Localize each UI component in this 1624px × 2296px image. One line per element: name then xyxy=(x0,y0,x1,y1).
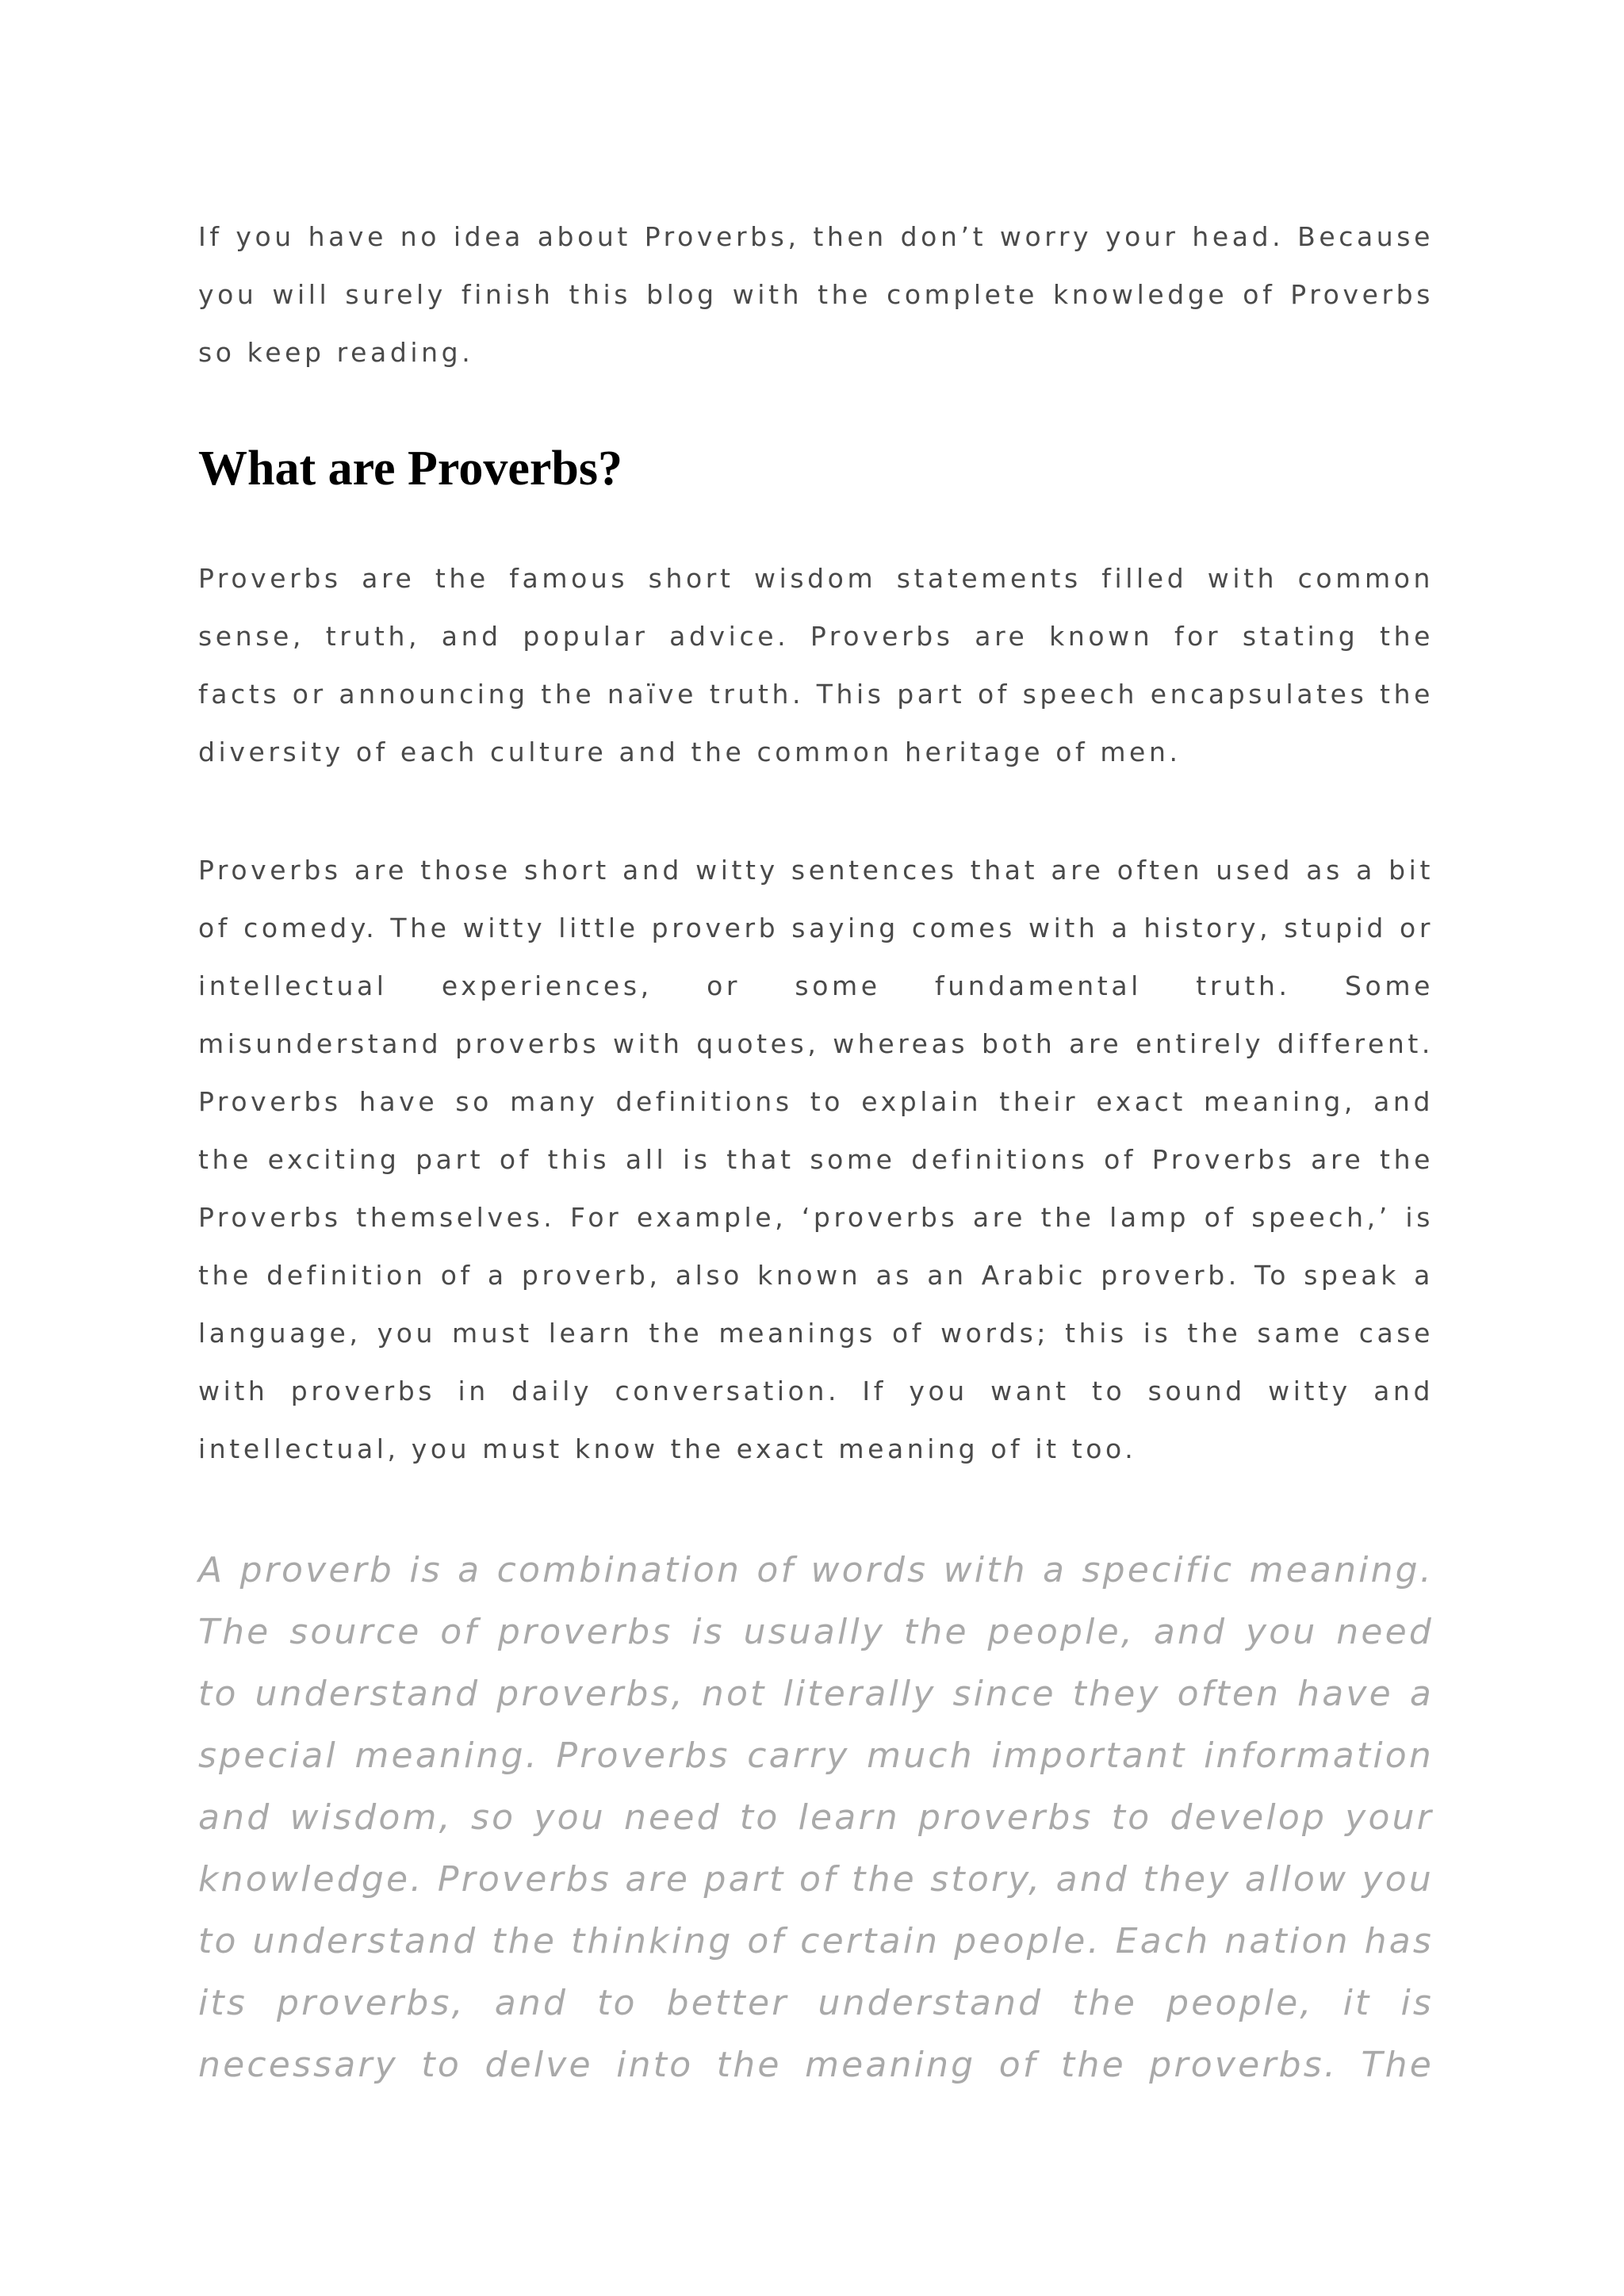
definition-paragraph: Proverbs are the famous short wisdom statements filled with common sense, truth, and popular advice. Proverbs are known for stating the facts or announcing the naïve truth. This part of speech encapsulates the diversity of each culture and the common heritage of men. xyxy=(198,563,1434,767)
section-heading: What are Proverbs? xyxy=(198,442,622,496)
explanation-paragraph: Proverbs are those short and witty sentences that are often used as a bit of comedy. The witty little proverb saying comes with a history, stupid or intellectual experiences, or some fundamental truth. Some misunderstand proverbs with quotes, whereas both are entirely different. Proverbs have so many definitions to explain their exact meaning, and the exciting part of this all is that some definitions of Proverbs are the Proverbs themselves. For example, ‘proverbs are the lamp of speech,’ is the definition of a proverb, also known as an Arabic proverb. To speak a language, you must learn the meanings of words; this is the same case with proverbs in daily conversation. If you want to sound witty and intellectual, you must know the exact meaning of it too. xyxy=(198,855,1434,1464)
intro-paragraph: If you have no idea about Proverbs, then don’t worry your head. Because you will surely finish this blog with the complete knowledge of Proverbs so keep reading. xyxy=(198,221,1434,368)
pull-quote: A proverb is a combination of words with a specific meaning. The source of proverbs is usually the people, and you need to understand proverbs, not literally since they often have a special meaning. Proverbs carry much important information and wisdom, so you need to learn proverbs to develop your knowledge. Proverbs are part of the story, and they allow you to understand the thinking of certain people. Each nation has its proverbs, and to better understand the people, it is necessary to delve into the meaning of the proverbs. The xyxy=(198,1550,1434,2085)
article-body xyxy=(198,208,1434,2096)
